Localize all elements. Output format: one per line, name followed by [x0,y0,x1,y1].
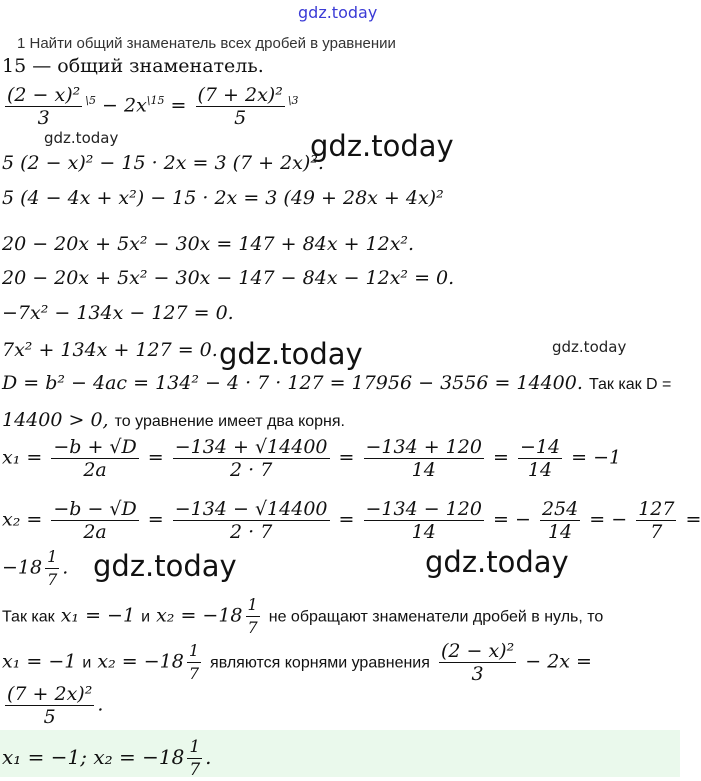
fraction-denominator: 7 [187,663,201,685]
fraction-denominator: 2a [51,459,138,481]
text: и [82,655,91,672]
discriminant-line [2,372,671,396]
root-x1: x₁ = −1 [2,651,76,673]
fraction-denominator: 14 [364,521,484,543]
fraction [364,436,484,481]
equation-line-3: 5 (4 − 4x + x²) − 15 · 2x = 3 (49 + 28x + 4x)² [2,187,444,209]
fraction-numerator: 1 [246,594,260,617]
common-denominator-line: 15 — общий знаменатель. [2,55,264,77]
watermark-big-3: gdz.today [93,549,237,583]
fraction-denominator: 5 [196,107,285,129]
check-line-3 [2,683,103,728]
root-x1: x₁ = −1 [61,605,135,627]
fraction-denominator: 5 [5,706,94,728]
root-x2: x₂ = −18 [97,651,183,673]
watermark-small-2: gdz.today [552,338,626,356]
root-x1-line: x₁ = $\frac{-b + √D}{2a}$ = $\frac{-134 + √14400}{2 \cdot 7}$ = $\frac{-134 + 120}{14}$ = $\frac{-14}{14}$ = −1 [2,436,621,481]
multiplier-annotation: \15 [147,94,165,107]
root-x2: x₂ = −18 [156,605,242,627]
fraction [187,640,201,685]
equation-line-7: 7x² + 134x + 127 = 0. [2,339,218,361]
fraction-denominator: 3 [439,663,516,685]
fraction-denominator: 2a [51,521,138,543]
fraction-right [196,84,285,129]
x2-label: x₂ = [2,509,42,531]
fraction [5,683,94,728]
watermark-small-1: gdz.today [44,129,118,147]
equation-tail: − 2x = [525,651,592,673]
discriminant-formula: D = b² − 4ac = 134² − 4 · 7 · 127 = 17956 − 3556 = 14400. [2,372,583,394]
equation-step-1 [2,84,299,129]
fraction [173,498,330,543]
text: не обращают знаменатели дробей в нуль, то [269,609,604,626]
period: . [205,745,211,769]
fraction-numerator: (7 + 2x)² [196,84,285,107]
fraction [518,436,562,481]
check-line-1 [2,594,603,639]
answer-line [2,736,212,781]
equation-line-6: −7x² − 134x − 127 = 0. [2,302,234,324]
root-x2-line: x₂ = $\frac{-b - √D}{2a}$ = $\frac{-134 - √14400}{2 \cdot 7}$ = $\frac{-134 - 120}{14}$ = − $\frac{254}{14}$ = − $\frac{127}{7}$ = [2,498,701,543]
equals-sign: = [171,95,187,117]
fraction-numerator: −14 [518,436,562,459]
fraction-numerator: −134 − 120 [364,498,484,521]
fraction-numerator: −b − √D [51,498,138,521]
minus-sign: = − [589,509,627,531]
fraction-numerator: (2 − x)² [439,640,516,663]
equation-line-5: 20 − 20x + 5x² − 30x − 147 − 84x − 12x² = 0. [2,267,454,289]
fraction-numerator: (7 + 2x)² [5,683,94,706]
two-roots-text: то уравнение имеет два корня. [115,413,345,430]
fraction-numerator: 127 [636,498,676,521]
x1-label: x₁ = [2,447,42,469]
fraction-numerator: −b + √D [51,436,138,459]
fraction [540,498,580,543]
multiplier-annotation: \3 [288,94,299,107]
fraction [173,436,330,481]
fraction-denominator: 14 [364,459,484,481]
fraction-numerator: (2 − x)² [5,84,82,107]
text: Так как [2,609,55,626]
discriminant-continuation [2,409,345,433]
answer-box [0,730,680,777]
fraction-numerator: 1 [187,736,202,759]
fraction-left [5,84,82,129]
equation-line-4: 20 − 20x + 5x² − 30x = 147 + 84x + 12x². [2,233,414,255]
fraction [45,546,59,591]
period: . [62,557,68,579]
fraction [51,436,138,481]
fraction-denominator: 2 · 7 [173,521,330,543]
mixed-number-whole: −18 [2,557,42,579]
fraction-numerator: 254 [540,498,580,521]
period: . [97,694,103,716]
text: и [141,609,150,626]
fraction-denominator: 2 · 7 [173,459,330,481]
watermark-big-4: gdz.today [425,545,569,579]
minus-sign: = − [493,509,531,531]
watermark-big-1: gdz.today [310,129,454,163]
fraction [439,640,516,685]
task-header: 1 Найти общий знаменатель всех дробей в уравнении [17,35,396,46]
fraction-denominator: 7 [45,569,59,591]
check-line-2 [2,640,592,685]
middle-term: − 2x [102,95,147,117]
fraction-denominator: 7 [246,617,260,639]
answer-roots: x₁ = −1; x₂ = −18 [2,745,184,769]
watermark-big-2: gdz.today [219,337,363,371]
fraction-numerator: −134 + √14400 [173,436,330,459]
fraction-numerator: −134 + 120 [364,436,484,459]
text: являются корнями уравнения [210,655,430,672]
x1-result: = −1 [571,447,621,469]
discriminant-text: Так как D = [589,376,671,393]
fraction-denominator: 3 [5,107,82,129]
multiplier-annotation: \5 [85,94,96,107]
fraction-denominator: 7 [187,759,202,781]
fraction-denominator: 14 [540,521,580,543]
fraction [636,498,676,543]
fraction-numerator: 1 [45,546,59,569]
fraction [364,498,484,543]
fraction [187,736,202,781]
fraction [51,498,138,543]
x2-result-line [2,546,68,591]
discriminant-value: 14400 > 0, [2,409,109,431]
equals-sign: = [686,509,701,531]
fraction-numerator: −134 − √14400 [173,498,330,521]
fraction-numerator: 1 [187,640,201,663]
watermark-top: gdz.today [298,3,377,22]
fraction-denominator: 7 [636,521,676,543]
fraction-denominator: 14 [518,459,562,481]
fraction [246,594,260,639]
equation-line-2: 5 (2 − x)² − 15 · 2x = 3 (7 + 2x)². [2,152,324,174]
